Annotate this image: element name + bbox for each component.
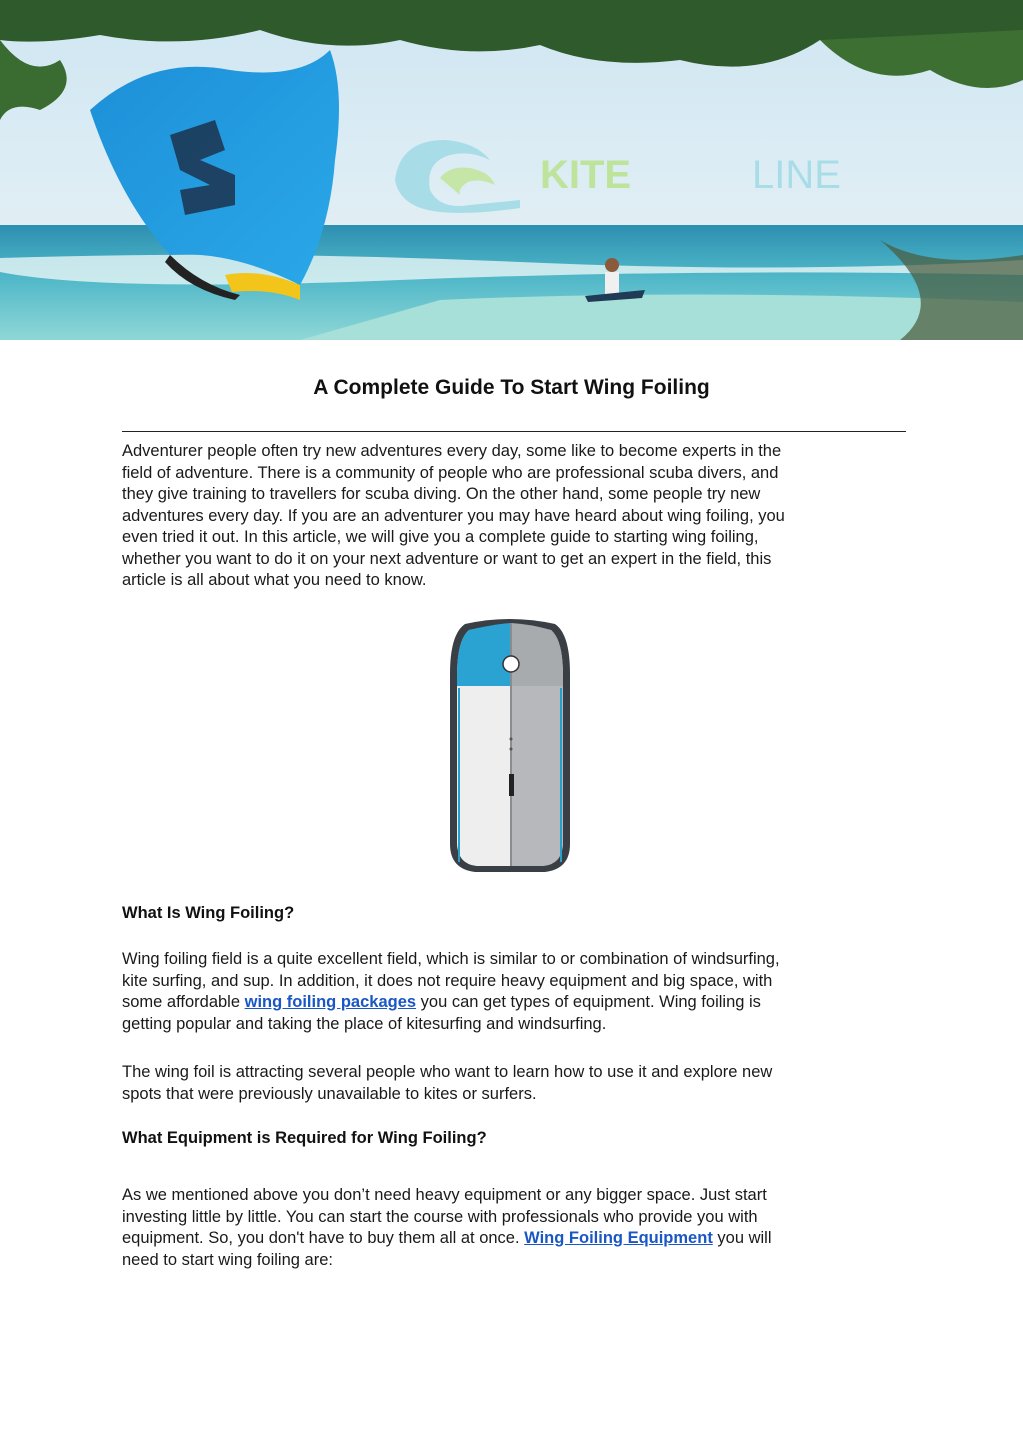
foil-board-image <box>425 614 595 886</box>
section-heading-equipment: What Equipment is Required for Wing Foiling? <box>122 1129 487 1147</box>
text-line: getting popular and taking the place of kitesurfing and windsurfing. <box>122 1014 607 1033</box>
article-title: A Complete Guide To Start Wing Foiling <box>313 376 710 399</box>
svg-text:KITE: KITE <box>540 153 632 197</box>
text-line <box>122 1228 892 1250</box>
header-banner-image <box>0 0 1023 340</box>
section-heading-what-is: What Is Wing Foiling? <box>122 904 295 922</box>
wing-foiling-packages-link[interactable]: wing foiling packages <box>244 993 417 1011</box>
text-line: adventures every day. If you are an adventurer you may have heard about wing foiling, you <box>122 506 785 525</box>
text-line <box>122 992 892 1014</box>
text-segment: some affordable <box>122 993 245 1011</box>
text-line: investing little by little. You can start the course with professionals who provide you with <box>122 1207 758 1226</box>
title-divider <box>122 431 906 432</box>
text-segment: equipment. So, you don't have to buy them all at once. <box>122 1229 525 1247</box>
what-is-paragraph-1 <box>122 949 892 1035</box>
intro-paragraph <box>122 441 892 592</box>
equipment-paragraph <box>122 1185 892 1271</box>
text-line: field of adventure. There is a community of people who are professional scuba divers, and <box>122 463 779 482</box>
what-is-paragraph-2 <box>122 1062 892 1105</box>
text-line: The wing foil is attracting several people who want to learn how to use it and explore new <box>122 1063 773 1081</box>
text-line: even tried it out. In this article, we will give you a complete guide to starting wing foiling, <box>122 528 759 546</box>
svg-text:LINE: LINE <box>752 153 841 197</box>
text-line: Adventurer people often try new adventures every day, some like to become experts in the <box>122 442 782 460</box>
text-line: kite surfing, and sup. In addition, it does not require heavy equipment and big space, with <box>122 971 773 990</box>
wing-foiling-equipment-link[interactable]: Wing Foiling Equipment <box>524 1229 713 1247</box>
text-line: spots that were previously unavailable to kites or surfers. <box>122 1084 537 1103</box>
text-line: they give training to travellers for scuba diving. On the other hand, some people try new <box>122 485 761 503</box>
text-segment: you will <box>712 1229 772 1247</box>
text-line: need to start wing foiling are: <box>122 1250 333 1269</box>
text-line: article is all about what you need to know. <box>122 571 427 589</box>
text-segment: you can get types of equipment. Wing foiling is <box>416 993 761 1011</box>
text-line: Wing foiling field is a quite excellent field, which is similar to or combination of windsurfing, <box>122 950 780 968</box>
text-line: whether you want to do it on your next adventure or want to get an expert in the field, this <box>122 549 772 568</box>
text-line: As we mentioned above you don’t need heavy equipment or any bigger space. Just start <box>122 1186 767 1204</box>
